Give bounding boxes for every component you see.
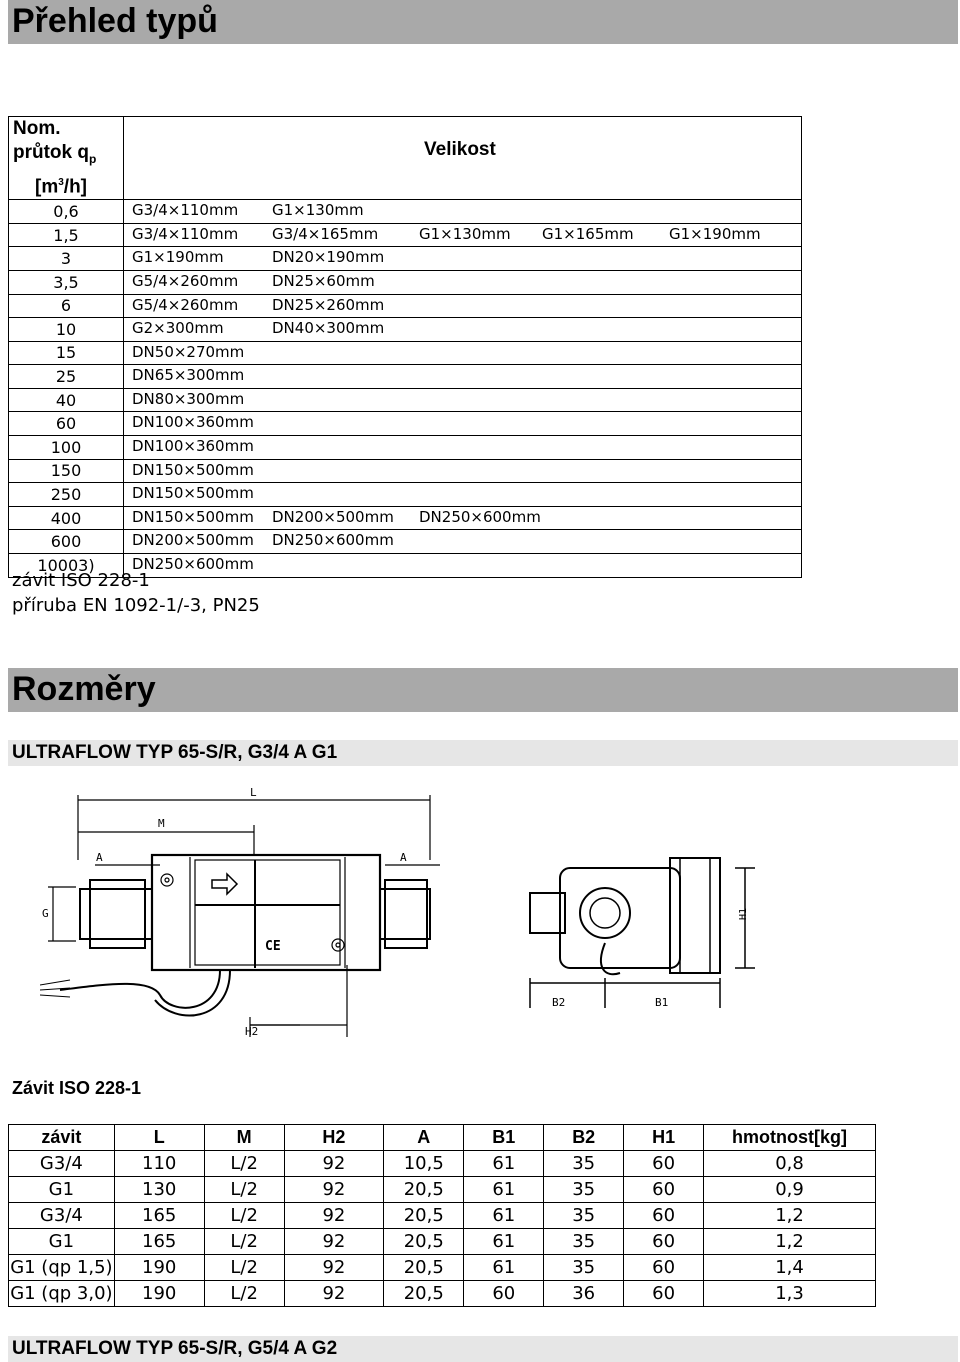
- nominal-flow-header: [9, 117, 124, 200]
- table-cell: 92: [284, 1151, 384, 1177]
- flow-cell: 60: [9, 412, 124, 436]
- flow-cell: 250: [9, 483, 124, 507]
- table-cell: L/2: [204, 1177, 284, 1203]
- dimensions-title: Rozměry: [12, 670, 156, 708]
- size-value: DN40×300mm: [272, 319, 385, 338]
- table-row: [9, 318, 802, 342]
- sizes-cell: [124, 318, 802, 342]
- table-cell: 20,5: [384, 1177, 464, 1203]
- size-value: G1×165mm: [542, 224, 634, 243]
- table-cell: 110: [114, 1151, 204, 1177]
- subsection-band-1: [8, 740, 958, 766]
- flow-cell: 400: [9, 506, 124, 530]
- sizes-cell: [124, 341, 802, 365]
- column-header: L: [114, 1125, 204, 1151]
- flow-cell: 40: [9, 388, 124, 412]
- size-value: DN250×600mm: [272, 531, 394, 550]
- column-header: B1: [464, 1125, 544, 1151]
- table-cell: 61: [464, 1151, 544, 1177]
- label-A-left: A: [96, 851, 103, 864]
- dims-caption: Závit ISO 228-1: [12, 1078, 142, 1098]
- size-value: G3/4×110mm: [132, 224, 239, 243]
- size-value: G1×190mm: [669, 224, 761, 243]
- table-cell: 0,9: [704, 1177, 876, 1203]
- column-header: hmotnost[kg]: [704, 1125, 876, 1151]
- table-cell: 36: [544, 1281, 624, 1307]
- table-cell: G3/4: [9, 1203, 115, 1229]
- table-cell: 60: [624, 1255, 704, 1281]
- table-cell: 60: [624, 1177, 704, 1203]
- type-overview-table: [8, 116, 802, 578]
- table-row: [9, 365, 802, 389]
- size-value: DN20×190mm: [272, 248, 385, 267]
- note-flange: příruba EN 1092-1/-3, PN25: [12, 595, 260, 616]
- table-cell: 35: [544, 1255, 624, 1281]
- size-value: DN250×600mm: [419, 507, 541, 526]
- table-cell: 190: [114, 1255, 204, 1281]
- title-band: [8, 0, 958, 44]
- table-cell: 20,5: [384, 1203, 464, 1229]
- sizes-cell: [124, 294, 802, 318]
- size-header: [124, 117, 802, 200]
- table-row: [9, 341, 802, 365]
- column-header: závit: [9, 1125, 115, 1151]
- header-nom: Nom.: [13, 118, 61, 139]
- table-row: [9, 483, 802, 507]
- size-value: DN25×260mm: [272, 295, 385, 314]
- table-cell: 61: [464, 1203, 544, 1229]
- meter-side-drawing: [520, 848, 770, 1018]
- table-cell: 1,2: [704, 1229, 876, 1255]
- table-cell: 35: [544, 1177, 624, 1203]
- table-cell: 1,4: [704, 1255, 876, 1281]
- table-row: [9, 1229, 876, 1255]
- table-cell: 35: [544, 1203, 624, 1229]
- note-thread: závit ISO 228-1: [12, 570, 150, 591]
- header-flow-sub: p: [89, 151, 97, 166]
- size-value: G5/4×260mm: [132, 271, 239, 290]
- table-cell: 35: [544, 1229, 624, 1255]
- table-header-row: [9, 117, 802, 200]
- size-value: G1×130mm: [272, 201, 364, 220]
- subsection-title-2: ULTRAFLOW TYP 65-S/R, G5/4 A G2: [12, 1338, 338, 1359]
- table-cell: G3/4: [9, 1151, 115, 1177]
- table-row: [9, 436, 802, 460]
- dimensions-band: [8, 668, 958, 712]
- label-M: M: [158, 817, 165, 830]
- size-value: DN200×500mm: [272, 507, 394, 526]
- size-value: G1×130mm: [419, 224, 511, 243]
- flow-cell: 10003): [9, 554, 124, 578]
- flow-cell: 6: [9, 294, 124, 318]
- table-row: [9, 388, 802, 412]
- table-cell: 61: [464, 1177, 544, 1203]
- table-row: [9, 506, 802, 530]
- table-cell: 92: [284, 1229, 384, 1255]
- table-cell: 1,3: [704, 1281, 876, 1307]
- table-cell: 92: [284, 1281, 384, 1307]
- sizes-cell: [124, 247, 802, 271]
- flow-cell: 1,5: [9, 223, 124, 247]
- flow-cell: 10: [9, 318, 124, 342]
- flow-cell: 3: [9, 247, 124, 271]
- table-row: [9, 1151, 876, 1177]
- size-value: DN65×300mm: [132, 366, 245, 385]
- table-cell: G1 (qp 3,0): [9, 1281, 115, 1307]
- table-cell: 60: [624, 1281, 704, 1307]
- table-cell: 130: [114, 1177, 204, 1203]
- size-value: DN200×500mm: [132, 531, 254, 550]
- table-cell: 20,5: [384, 1255, 464, 1281]
- table-row: [9, 459, 802, 483]
- table-row: [9, 294, 802, 318]
- table-row: [9, 247, 802, 271]
- table-cell: L/2: [204, 1151, 284, 1177]
- table-row: [9, 412, 802, 436]
- table-row: [9, 1177, 876, 1203]
- meter-front-drawing: [40, 785, 440, 1055]
- table-cell: 60: [624, 1151, 704, 1177]
- subsection-title-1: ULTRAFLOW TYP 65-S/R, G3/4 A G1: [12, 742, 338, 763]
- header-flow: průtok q: [13, 142, 89, 163]
- table-cell: 35: [544, 1151, 624, 1177]
- sizes-cell: [124, 459, 802, 483]
- table-cell: 92: [284, 1203, 384, 1229]
- label-B2: B2: [552, 996, 566, 1009]
- table-cell: L/2: [204, 1229, 284, 1255]
- size-value: DN150×500mm: [132, 507, 254, 526]
- sizes-cell: [124, 436, 802, 460]
- label-L: L: [250, 786, 257, 799]
- label-H2: H2: [245, 1025, 259, 1038]
- label-B1: B1: [655, 996, 669, 1009]
- table-row: [9, 1203, 876, 1229]
- page-title: Přehled typů: [12, 2, 218, 40]
- table-cell: 61: [464, 1229, 544, 1255]
- table-row: [9, 530, 802, 554]
- table-cell: G1: [9, 1177, 115, 1203]
- table-cell: 165: [114, 1203, 204, 1229]
- table-row: [9, 1281, 876, 1307]
- label-H1: H1: [738, 907, 749, 920]
- table-cell: 92: [284, 1255, 384, 1281]
- table-cell: 10,5: [384, 1151, 464, 1177]
- subsection-band-2: [8, 1336, 958, 1362]
- column-header: A: [384, 1125, 464, 1151]
- table-cell: 20,5: [384, 1229, 464, 1255]
- sizes-cell: [124, 530, 802, 554]
- table-cell: 190: [114, 1281, 204, 1307]
- flow-cell: 150: [9, 459, 124, 483]
- size-value: DN50×270mm: [132, 342, 245, 361]
- size-value: DN250×600mm: [132, 555, 254, 574]
- column-header: H1: [624, 1125, 704, 1151]
- flow-cell: 15: [9, 341, 124, 365]
- table-cell: 60: [624, 1203, 704, 1229]
- sizes-cell: [124, 200, 802, 224]
- label-CE: CE: [265, 939, 281, 954]
- sizes-cell: [124, 483, 802, 507]
- table-row: [9, 200, 802, 224]
- table-row: [9, 223, 802, 247]
- sizes-cell: [124, 412, 802, 436]
- table-cell: L/2: [204, 1203, 284, 1229]
- header-unit-a: [m: [35, 176, 59, 198]
- sizes-cell: [124, 388, 802, 412]
- table-cell: 60: [624, 1229, 704, 1255]
- label-A-right: A: [400, 851, 407, 864]
- size-value: G5/4×260mm: [132, 295, 239, 314]
- flow-cell: 600: [9, 530, 124, 554]
- table-cell: 0,8: [704, 1151, 876, 1177]
- size-value: G3/4×110mm: [132, 201, 239, 220]
- flow-cell: 0,6: [9, 200, 124, 224]
- table-cell: 92: [284, 1177, 384, 1203]
- column-header: B2: [544, 1125, 624, 1151]
- dimensions-table: [8, 1124, 876, 1307]
- size-value: G3/4×165mm: [272, 224, 379, 243]
- table-cell: L/2: [204, 1255, 284, 1281]
- size-value: DN100×360mm: [132, 437, 254, 456]
- size-value: DN150×500mm: [132, 484, 254, 503]
- flow-cell: 100: [9, 436, 124, 460]
- sizes-cell: [124, 270, 802, 294]
- header-unit-b: /h]: [63, 176, 88, 198]
- label-G: G: [42, 907, 49, 920]
- table-cell: G1 (qp 1,5): [9, 1255, 115, 1281]
- table-cell: 61: [464, 1255, 544, 1281]
- size-value: DN80×300mm: [132, 389, 245, 408]
- table-row: [9, 1255, 876, 1281]
- table-cell: 1,2: [704, 1203, 876, 1229]
- size-value: DN150×500mm: [132, 460, 254, 479]
- header-unit-sup: 3: [58, 176, 64, 188]
- table-cell: G1: [9, 1229, 115, 1255]
- sizes-cell: [124, 365, 802, 389]
- sizes-cell: [124, 506, 802, 530]
- sizes-cell: [124, 554, 802, 578]
- size-value: DN100×360mm: [132, 413, 254, 432]
- size-value: G2×300mm: [132, 319, 224, 338]
- table-cell: 60: [464, 1281, 544, 1307]
- size-header-label: Velikost: [424, 139, 496, 161]
- table-cell: 165: [114, 1229, 204, 1255]
- flow-cell: 25: [9, 365, 124, 389]
- sizes-cell: [124, 223, 802, 247]
- size-value: G1×190mm: [132, 248, 224, 267]
- column-header: H2: [284, 1125, 384, 1151]
- table-cell: L/2: [204, 1281, 284, 1307]
- table-row: [9, 270, 802, 294]
- column-header: M: [204, 1125, 284, 1151]
- flow-cell: 3,5: [9, 270, 124, 294]
- size-value: DN25×60mm: [272, 271, 375, 290]
- table-cell: 20,5: [384, 1281, 464, 1307]
- dimensions-header-row: [9, 1125, 876, 1151]
